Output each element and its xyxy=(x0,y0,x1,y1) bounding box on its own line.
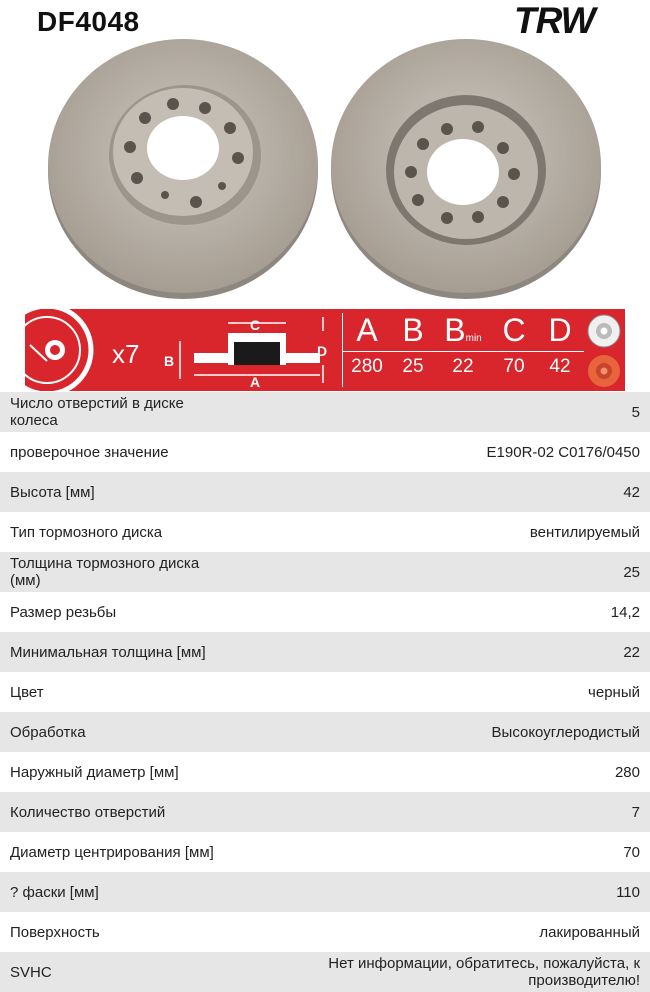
properties-table xyxy=(0,392,650,992)
disc-back-photo xyxy=(331,39,601,299)
diagram-label-c: C xyxy=(250,317,261,333)
property-value: 280 xyxy=(614,763,640,781)
product-photos xyxy=(0,36,650,306)
property-label: SVHC xyxy=(10,963,52,981)
table-row xyxy=(0,592,650,632)
dim-d-letter: D xyxy=(548,312,572,348)
dim-a-value: 280 xyxy=(351,356,383,377)
diagram-label-a: A xyxy=(250,374,261,390)
cross-section-diagram xyxy=(158,309,333,391)
diagram-label-d: D xyxy=(317,343,328,359)
table-row xyxy=(0,432,650,472)
table-row xyxy=(0,912,650,952)
disc-front-icon xyxy=(586,313,622,349)
property-value: Нет информации, обратитесь, пожалуйста, к производителю! xyxy=(328,955,640,989)
property-label: Тип тормозного диска xyxy=(10,523,163,541)
table-row xyxy=(0,792,650,832)
property-value: черный xyxy=(588,683,640,701)
brand-logo: TRW xyxy=(514,0,595,41)
table-row xyxy=(0,552,650,592)
property-value: лакированный xyxy=(539,923,640,941)
property-label: Размер резьбы xyxy=(10,603,117,621)
property-value: Высокоуглеродистый xyxy=(491,723,640,741)
property-label: Цвет xyxy=(10,683,44,701)
table-row xyxy=(0,632,650,672)
dim-bmin-letter: B xyxy=(444,312,466,348)
property-value: вентилируемый xyxy=(529,523,640,541)
dim-c-value: 70 xyxy=(503,356,525,377)
property-label: ? фаски [мм] xyxy=(10,883,99,901)
property-label: Обработка xyxy=(10,723,86,741)
hole-count-label: x7 xyxy=(112,339,140,369)
table-row xyxy=(0,672,650,712)
property-value: 70 xyxy=(623,843,640,861)
dimension-banner xyxy=(25,309,625,391)
dim-bmin xyxy=(435,309,491,391)
property-label: Количество отверстий xyxy=(10,803,166,821)
property-value: 5 xyxy=(631,403,640,421)
table-row xyxy=(0,832,650,872)
disc-bolt-icon xyxy=(25,309,105,391)
dim-c xyxy=(491,309,537,391)
table-row xyxy=(0,952,650,992)
dim-b-value: 25 xyxy=(402,356,424,377)
property-label: Наружный диаметр [мм] xyxy=(10,763,179,781)
property-label: Высота [мм] xyxy=(10,483,95,501)
dim-d-value: 42 xyxy=(549,356,571,377)
dim-d xyxy=(537,309,583,391)
product-code: DF4048 xyxy=(37,6,140,37)
property-label: Минимальная толщина [мм] xyxy=(10,643,206,661)
property-value: 22 xyxy=(623,643,640,661)
property-value: 14,2 xyxy=(610,603,640,621)
dim-a-letter: A xyxy=(356,312,378,348)
table-row xyxy=(0,392,650,432)
dim-a xyxy=(343,309,391,391)
dim-bmin-sub: min xyxy=(465,333,482,344)
table-row xyxy=(0,712,650,752)
property-label: Число отверстий в диске колеса xyxy=(10,395,184,429)
table-row xyxy=(0,472,650,512)
property-label: Толщина тормозного диска (мм) xyxy=(10,555,200,589)
disc-back-icon xyxy=(586,353,622,389)
table-row xyxy=(0,512,650,552)
property-value: 42 xyxy=(623,483,640,501)
table-row xyxy=(0,752,650,792)
property-label: Диаметр центрирования [мм] xyxy=(10,843,214,861)
property-label: проверочное значение xyxy=(10,443,169,461)
table-row xyxy=(0,872,650,912)
property-value: 7 xyxy=(631,803,640,821)
property-value: E190R-02 C0176/0450 xyxy=(486,443,640,461)
property-value: 25 xyxy=(623,563,640,581)
dim-bmin-value: 22 xyxy=(452,356,474,377)
property-value: 110 xyxy=(616,883,640,901)
dim-b-letter: B xyxy=(402,312,424,348)
disc-front-photo xyxy=(48,39,318,299)
property-label: Поверхность xyxy=(10,923,100,941)
dim-c-letter: C xyxy=(502,312,526,348)
diagram-label-b: B xyxy=(164,353,175,369)
dim-b xyxy=(391,309,435,391)
